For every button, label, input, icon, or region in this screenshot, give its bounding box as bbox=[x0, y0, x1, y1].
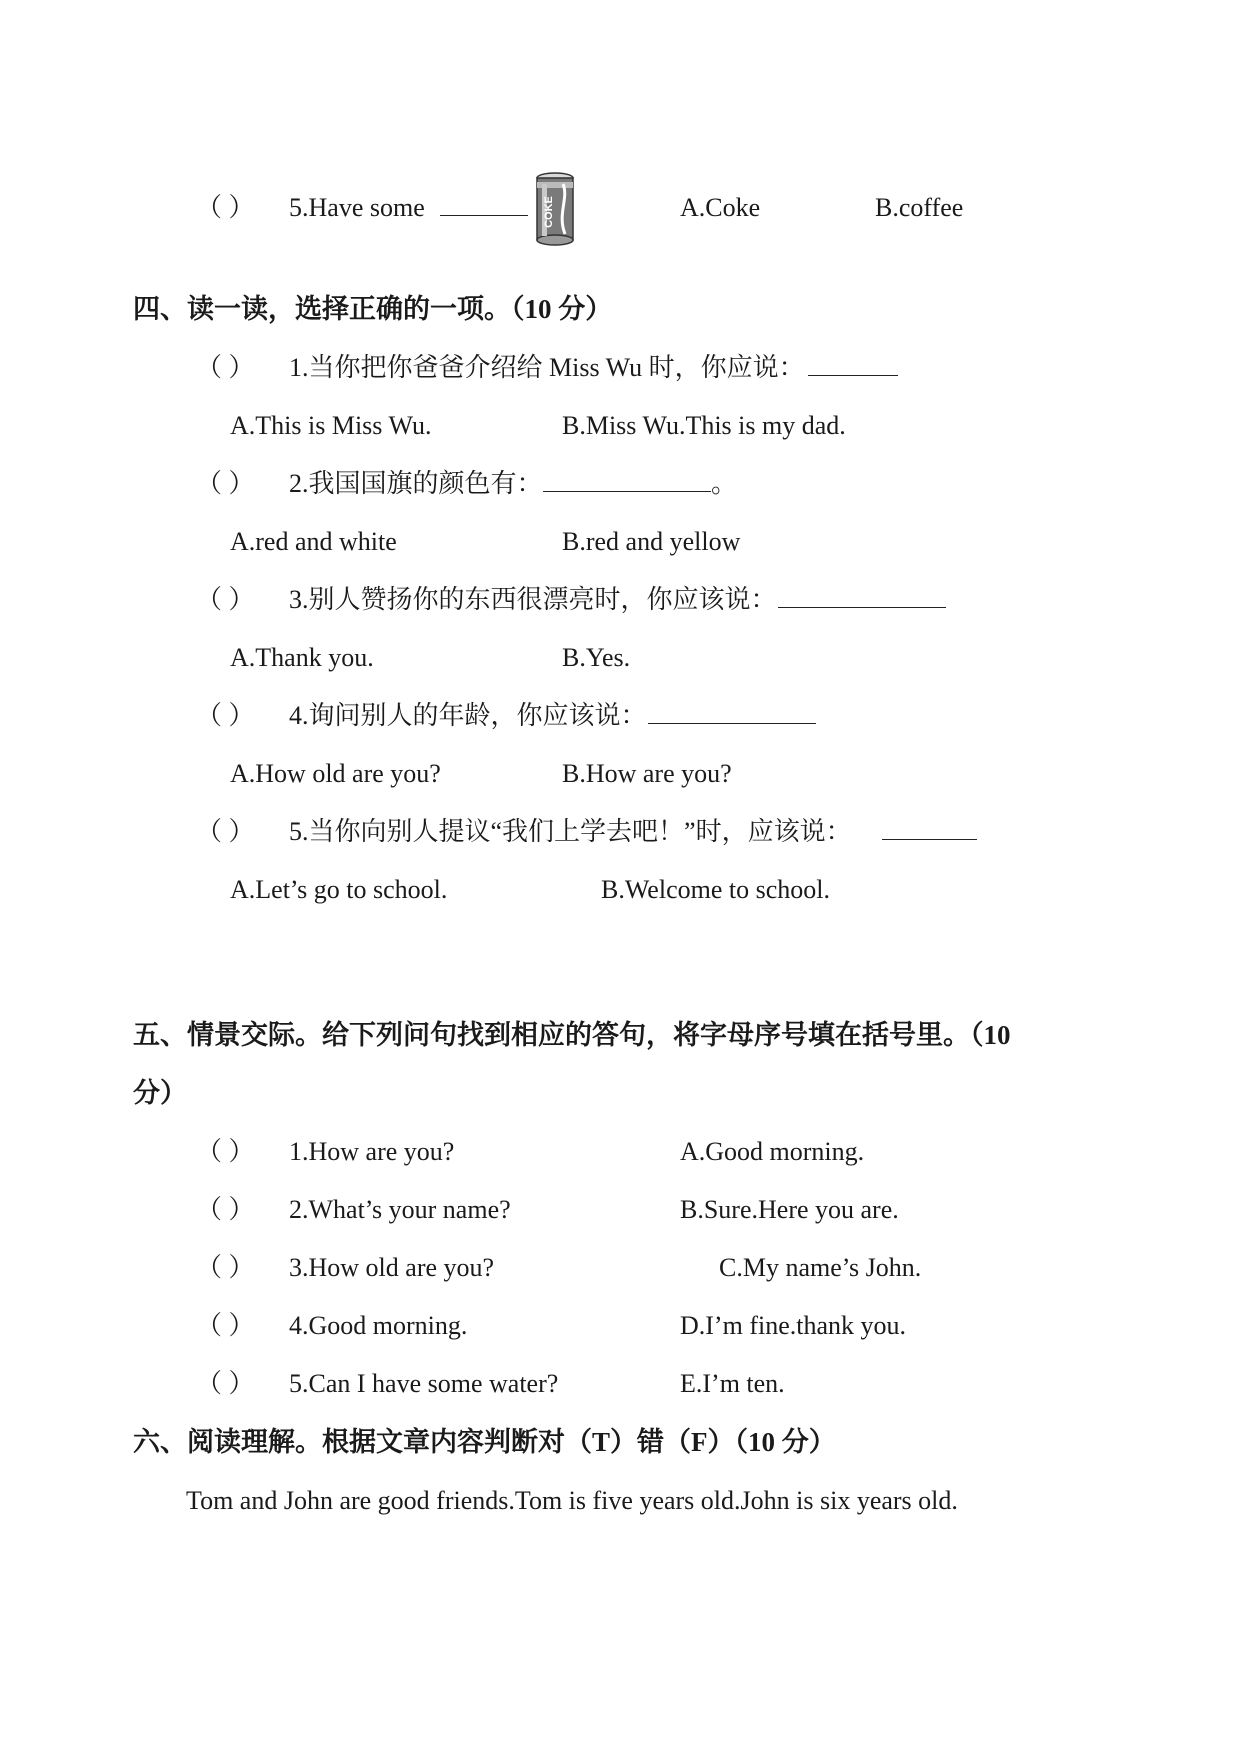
reading-passage: Tom and John are good friends.Tom is five years old.John is six years old. bbox=[186, 1486, 958, 1515]
option-a: A.This is Miss Wu. bbox=[230, 411, 432, 440]
answer-blank[interactable]: 。 bbox=[543, 467, 737, 501]
answer-paren[interactable]: （ ） bbox=[196, 701, 255, 730]
option-a: A.How old are you? bbox=[230, 759, 441, 788]
coke-can-icon bbox=[533, 170, 577, 250]
answer-paren[interactable]: （ ） bbox=[196, 1253, 255, 1282]
answer-paren[interactable]: （ ） bbox=[196, 1311, 255, 1340]
answer-paren[interactable]: （ ） bbox=[196, 817, 255, 846]
section6-heading: 六、阅读理解。根据文章内容判断对（T）错（F）（10 分） bbox=[133, 1427, 836, 1457]
question-text: 1.How are you? bbox=[289, 1137, 455, 1166]
question-text: 2.What’s your name? bbox=[289, 1195, 511, 1224]
question-text: 5.当你向别人提议“我们上学去吧！”时，应该说： bbox=[289, 817, 852, 846]
answer-paren[interactable]: （ ） bbox=[196, 469, 255, 498]
answer-blank[interactable] bbox=[882, 815, 977, 849]
section5-heading: 五、情景交际。给下列问句找到相应的答句，将字母序号填在括号里。（10 bbox=[133, 1020, 1011, 1050]
answer-option: E.I’m ten. bbox=[680, 1369, 785, 1398]
question-text: 3.别人赞扬你的东西很漂亮时，你应该说： bbox=[289, 585, 777, 614]
option-a: A.Thank you. bbox=[230, 643, 374, 672]
answer-blank[interactable] bbox=[440, 191, 528, 225]
question-text: 3.How old are you? bbox=[289, 1253, 495, 1282]
answer-paren[interactable]: （ ） bbox=[196, 1369, 255, 1398]
answer-blank[interactable] bbox=[808, 351, 898, 385]
option-b: B.Miss Wu.This is my dad. bbox=[562, 411, 846, 440]
answer-blank[interactable] bbox=[648, 699, 816, 733]
answer-paren[interactable]: （ ） bbox=[196, 585, 255, 614]
answer-paren[interactable]: （ ） bbox=[196, 1137, 255, 1166]
answer-paren[interactable]: （ ） bbox=[196, 1195, 255, 1224]
option-b: B.red and yellow bbox=[562, 527, 741, 556]
coke-label: COKE bbox=[543, 196, 555, 228]
question-text: 1.当你把你爸爸介绍给 Miss Wu 时，你应说： bbox=[289, 353, 805, 382]
option-b: B.Yes. bbox=[562, 643, 631, 672]
option-a: A.Coke bbox=[680, 193, 761, 222]
question-text: 4.Good morning. bbox=[289, 1311, 468, 1340]
option-b: B.coffee bbox=[875, 193, 964, 222]
answer-paren[interactable]: （ ） bbox=[196, 193, 255, 222]
option-a: A.Let’s go to school. bbox=[230, 875, 448, 904]
answer-option: B.Sure.Here you are. bbox=[680, 1195, 899, 1224]
section4-heading: 四、读一读，选择正确的一项。（10 分） bbox=[133, 294, 613, 324]
question-text: 4.询问别人的年龄，你应该说： bbox=[289, 701, 647, 730]
option-a: A.red and white bbox=[230, 527, 397, 556]
question-text: 5.Can I have some water? bbox=[289, 1369, 559, 1398]
answer-option: A.Good morning. bbox=[680, 1137, 865, 1166]
option-b: B.Welcome to school. bbox=[601, 875, 830, 904]
question-text: 2.我国国旗的颜色有： bbox=[289, 469, 543, 498]
answer-option: D.I’m fine.thank you. bbox=[680, 1311, 907, 1340]
answer-option: C.My name’s John. bbox=[719, 1253, 922, 1282]
answer-blank[interactable] bbox=[778, 583, 946, 617]
question-text: 5.Have some bbox=[289, 193, 425, 222]
answer-paren[interactable]: （ ） bbox=[196, 353, 255, 382]
section5-heading-cont: 分） bbox=[133, 1078, 187, 1108]
option-b: B.How are you? bbox=[562, 759, 732, 788]
